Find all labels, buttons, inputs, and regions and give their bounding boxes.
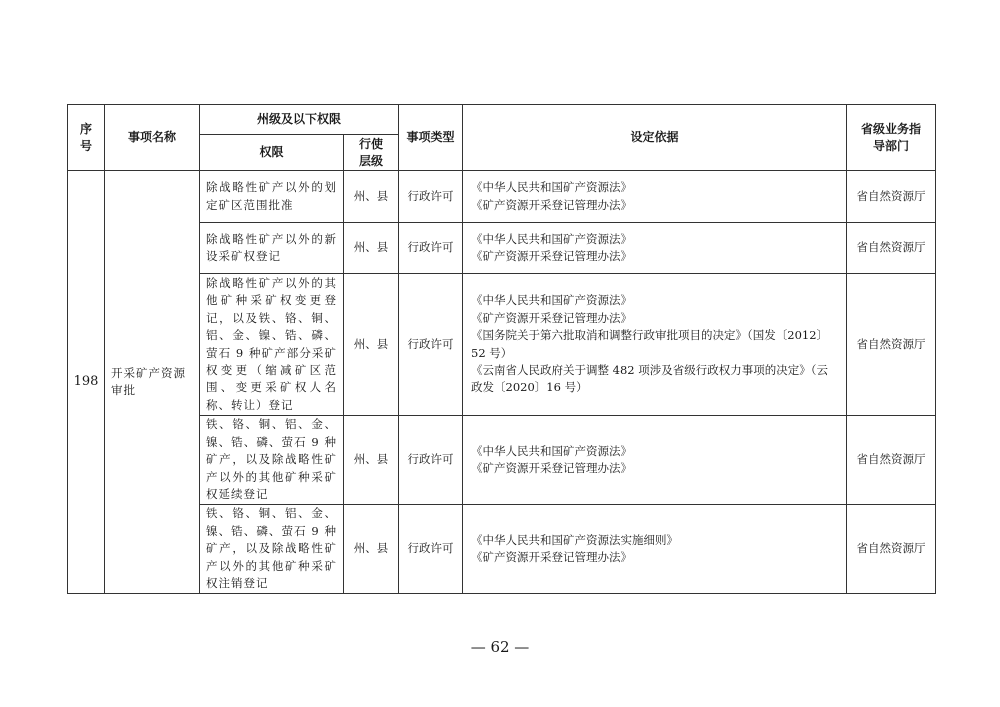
row-type: 行政许可 (399, 274, 463, 416)
header-dept: 省级业务指导部门 (847, 105, 936, 171)
header-scope: 权限 (200, 135, 344, 171)
row-scope: 除战略性矿产以外的划定矿区范围批准 (200, 171, 344, 223)
row-type: 行政许可 (399, 171, 463, 223)
row-level: 州、县 (344, 416, 399, 505)
group-name: 开采矿产资源审批 (105, 171, 200, 594)
row-type: 行政许可 (399, 505, 463, 594)
row-dept: 省自然资源厅 (847, 416, 936, 505)
header-level: 行使层级 (344, 135, 399, 171)
row-basis: 《中华人民共和国矿产资源法》 《矿产资源开采登记管理办法》 (463, 416, 847, 505)
row-level: 州、县 (344, 274, 399, 416)
header-name: 事项名称 (105, 105, 200, 171)
row-scope: 除战略性矿产以外的新设采矿权登记 (200, 223, 344, 274)
row-basis: 《中华人民共和国矿产资源法》 《矿产资源开采登记管理办法》 (463, 171, 847, 223)
row-level: 州、县 (344, 505, 399, 594)
row-level: 州、县 (344, 171, 399, 223)
group-seq: 198 (68, 171, 105, 594)
row-dept: 省自然资源厅 (847, 171, 936, 223)
row-level: 州、县 (344, 223, 399, 274)
row-type: 行政许可 (399, 416, 463, 505)
page-number: — 62 — (470, 638, 530, 656)
row-dept: 省自然资源厅 (847, 505, 936, 594)
row-basis: 《中华人民共和国矿产资源法》 《矿产资源开采登记管理办法》 《国务院关于第六批取消和调整行政审批项目的决定》（国发〔2012〕52 号） 《云南省人民政府关于调整 482 项涉及省级行政权力事项的决定》（云政发〔2020〕16 号） (463, 274, 847, 416)
row-type: 行政许可 (399, 223, 463, 274)
row-dept: 省自然资源厅 (847, 274, 936, 416)
row-basis: 《中华人民共和国矿产资源法》 《矿产资源开采登记管理办法》 (463, 223, 847, 274)
header-type: 事项类型 (399, 105, 463, 171)
header-basis: 设定依据 (463, 105, 847, 171)
row-scope: 铁、铬、铜、铝、金、镍、锆、磷、萤石 9 种矿产，以及除战略性矿产以外的其他矿种采矿权延续登记 (200, 416, 344, 505)
header-seq: 序号 (68, 105, 105, 171)
row-dept: 省自然资源厅 (847, 223, 936, 274)
table-row (68, 171, 936, 223)
row-scope: 铁、铬、铜、铝、金、镍、锆、磷、萤石 9 种矿产，以及除战略性矿产以外的其他矿种采矿权注销登记 (200, 505, 344, 594)
row-basis: 《中华人民共和国矿产资源法实施细则》 《矿产资源开采登记管理办法》 (463, 505, 847, 594)
row-scope: 除战略性矿产以外的其他矿种采矿权变更登记，以及铁、铬、铜、铝、金、镍、锆、磷、萤石 9 种矿产部分采矿权变更（缩减矿区范围、变更采矿权人名称、转让）登记 (200, 274, 344, 416)
header-level-group: 州级及以下权限 (200, 105, 399, 135)
authority-table (67, 104, 936, 594)
